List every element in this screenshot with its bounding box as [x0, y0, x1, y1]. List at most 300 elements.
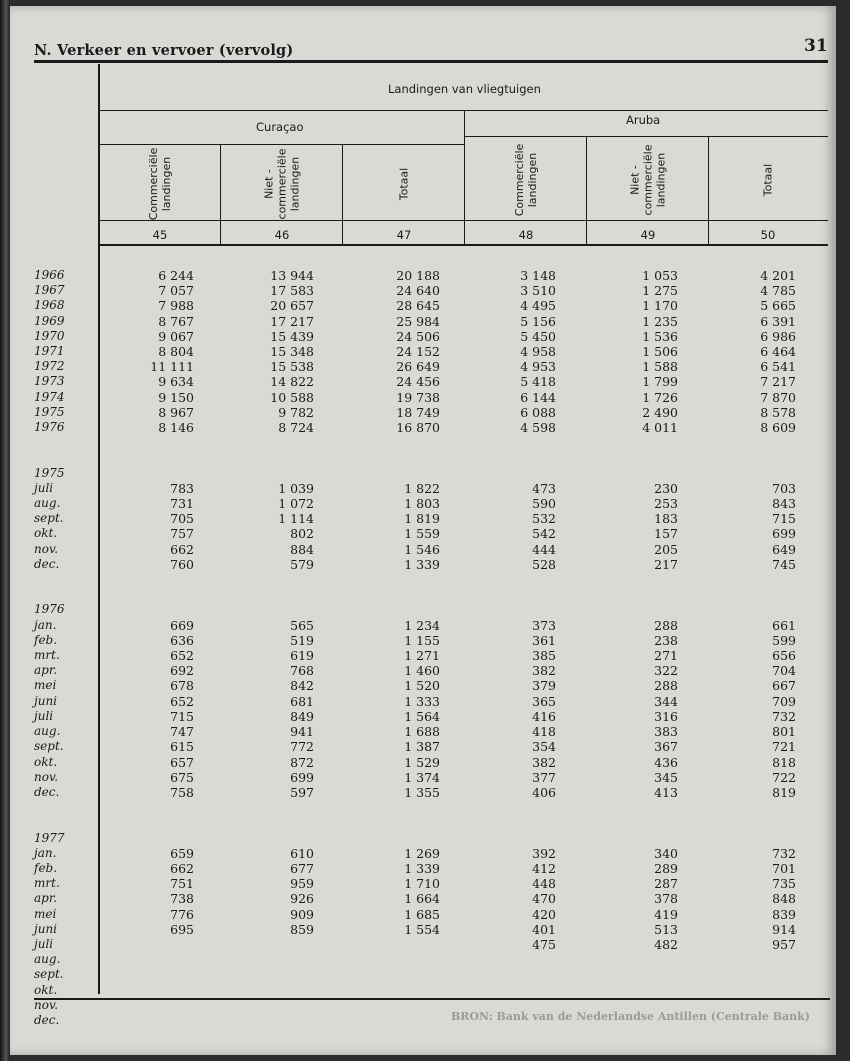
cell-value: 444: [532, 541, 556, 557]
cell-value: 470: [532, 891, 556, 907]
cell-value: 7 870: [760, 389, 796, 405]
cell-value: 661: [772, 617, 796, 633]
top-rule: [34, 60, 828, 63]
row-label: [34, 450, 70, 465]
cell-value: 25 984: [396, 313, 440, 329]
cell-value: 1 235: [642, 313, 678, 329]
cell-value: 4 201: [760, 268, 796, 283]
column-47-values: [366, 268, 440, 1028]
cell-value: 10 588: [270, 389, 314, 405]
cell-value: 418: [532, 724, 556, 740]
row-label: okt.: [34, 982, 58, 997]
cell-value: 392: [532, 845, 556, 861]
cell-value: 662: [170, 860, 194, 876]
cell-value: 722: [772, 769, 796, 785]
cell-value: 11 111: [150, 359, 194, 375]
cell-value: 1 685: [404, 906, 440, 922]
row-label: okt.: [34, 526, 58, 541]
cell-value: [746, 450, 796, 465]
cell-value: 1 819: [404, 511, 440, 527]
cell-value: 738: [170, 891, 194, 907]
cell-value: 757: [170, 526, 194, 542]
cell-value: 731: [170, 496, 194, 512]
cell-value: 662: [170, 541, 194, 557]
cell-value: [482, 800, 556, 815]
cell-value: 238: [654, 632, 678, 648]
cell-value: 473: [532, 480, 556, 496]
cell-value: 652: [170, 648, 194, 664]
cell-value: [746, 435, 796, 450]
cell-value: 1 803: [404, 496, 440, 512]
curacao-rule: [100, 144, 464, 145]
cell-value: [604, 831, 678, 846]
cell-value: 412: [532, 860, 556, 876]
cell-value: [366, 815, 440, 830]
cell-value: [482, 602, 556, 617]
cell-value: 1 559: [404, 526, 440, 542]
cell-value: 3 148: [520, 268, 556, 283]
row-label: 1976: [34, 420, 65, 435]
cell-value: [120, 815, 194, 830]
cell-value: 406: [532, 784, 556, 800]
row-label: 1977: [34, 830, 65, 845]
cell-value: 6 088: [520, 404, 556, 420]
cell-value: [482, 450, 556, 465]
row-label: 1968: [34, 298, 65, 313]
row-label: nov.: [34, 541, 59, 556]
cell-value: 4 958: [520, 344, 556, 360]
cell-value: [746, 800, 796, 815]
row-label: mei: [34, 906, 57, 921]
cell-value: 783: [170, 480, 194, 496]
row-label: juni: [34, 693, 58, 708]
cell-value: 849: [290, 708, 314, 724]
cell-value: 1 114: [278, 511, 314, 527]
cell-value: [240, 952, 314, 967]
cell-value: 15 439: [270, 328, 314, 344]
cell-value: 8 724: [278, 420, 314, 436]
row-label: 1966: [34, 268, 65, 282]
cell-value: 24 152: [396, 344, 440, 360]
cell-value: 4 953: [520, 359, 556, 375]
cell-value: 941: [290, 724, 314, 740]
cell-value: 5 156: [520, 313, 556, 329]
cell-value: 667: [772, 678, 796, 694]
col-header-46: Niet - commerciële landingen: [262, 148, 302, 220]
cell-value: 24 640: [396, 283, 440, 299]
cell-value: [240, 937, 314, 952]
cell-value: [120, 952, 194, 967]
cell-value: 751: [170, 876, 194, 892]
cell-value: 1 588: [642, 359, 678, 375]
col-header-47: Totaal: [397, 167, 411, 201]
cell-value: 659: [170, 845, 194, 861]
document-page: [10, 6, 836, 1055]
cell-value: 1 170: [642, 298, 678, 314]
row-label: 1972: [34, 359, 65, 374]
group-divider: [464, 110, 465, 246]
col-header-48: Commerciële landingen: [513, 143, 539, 217]
row-labels: [34, 268, 70, 1028]
cell-value: 6 541: [760, 359, 796, 375]
cell-value: 675: [170, 769, 194, 785]
cell-value: 1 536: [642, 328, 678, 344]
cell-value: 721: [772, 739, 796, 755]
cell-value: 695: [170, 921, 194, 937]
cell-value: 6 244: [158, 268, 194, 283]
row-label: dec.: [34, 1012, 60, 1027]
source-note: BRON: Bank van de Nederlandse Antillen (Centrale Bank): [450, 1010, 810, 1023]
cell-value: 519: [290, 632, 314, 648]
cell-value: 1 460: [404, 663, 440, 679]
cell-value: [604, 572, 678, 587]
row-label: aug.: [34, 952, 61, 967]
row-label: sept.: [34, 967, 64, 982]
cell-value: 6 144: [520, 389, 556, 405]
cell-value: [746, 983, 796, 998]
cell-value: 715: [772, 511, 796, 527]
cell-value: 416: [532, 708, 556, 724]
cell-value: 610: [290, 845, 314, 861]
cell-value: 532: [532, 511, 556, 527]
cell-value: 14 822: [270, 374, 314, 390]
row-label: [34, 572, 70, 587]
cell-value: 615: [170, 739, 194, 755]
cell-value: 957: [772, 936, 796, 952]
cell-value: 872: [290, 754, 314, 770]
col-number-45: 45: [152, 228, 168, 242]
section-title: N. Verkeer en vervoer (vervolg): [34, 42, 294, 59]
cell-value: 842: [290, 678, 314, 694]
cell-value: 579: [290, 556, 314, 572]
col-number-47: 47: [396, 228, 412, 242]
cell-value: 205: [654, 541, 678, 557]
row-label: aug.: [34, 496, 61, 511]
cell-value: 382: [532, 754, 556, 770]
cell-value: 959: [290, 876, 314, 892]
cell-value: 373: [532, 617, 556, 633]
cell-value: 9 150: [158, 389, 194, 405]
cell-value: 768: [290, 663, 314, 679]
row-label: 1969: [34, 313, 65, 328]
cell-value: 287: [654, 876, 678, 892]
cell-value: [746, 572, 796, 587]
cell-value: 482: [654, 936, 678, 952]
cell-value: 758: [170, 784, 194, 800]
cell-value: 760: [170, 556, 194, 572]
cell-value: 20 657: [270, 298, 314, 314]
column-50-values: [746, 268, 796, 1028]
cell-value: [366, 983, 440, 998]
row-label: feb.: [34, 632, 58, 647]
cell-value: 1 554: [404, 921, 440, 937]
cell-value: 649: [772, 541, 796, 557]
cell-value: [120, 587, 194, 602]
cell-value: 361: [532, 632, 556, 648]
cell-value: [366, 602, 440, 617]
col-header-49: Niet - commerciële landingen: [628, 144, 668, 216]
cell-value: [240, 983, 314, 998]
cell-value: [366, 572, 440, 587]
cell-value: 513: [654, 921, 678, 937]
cell-value: 17 217: [270, 313, 314, 329]
row-label: apr.: [34, 663, 58, 678]
cell-value: [746, 466, 796, 481]
cell-value: [746, 815, 796, 830]
cell-value: [604, 450, 678, 465]
row-label: jan.: [34, 845, 57, 860]
cell-value: 217: [654, 556, 678, 572]
cell-value: 8 804: [158, 344, 194, 360]
cell-value: [604, 466, 678, 481]
row-label: juni: [34, 921, 58, 936]
col-number-46: 46: [274, 228, 290, 242]
cell-value: 13 944: [270, 268, 314, 283]
cell-value: 636: [170, 632, 194, 648]
cell-value: 436: [654, 754, 678, 770]
row-label: 1973: [34, 374, 65, 389]
cell-value: 4 495: [520, 298, 556, 314]
cell-value: [604, 602, 678, 617]
cell-value: 542: [532, 526, 556, 542]
col-number-49: 49: [640, 228, 656, 242]
cell-value: [240, 587, 314, 602]
cell-value: 7 217: [760, 374, 796, 390]
row-label: mrt.: [34, 648, 60, 663]
cell-value: 19 738: [396, 389, 440, 405]
cell-value: 704: [772, 663, 796, 679]
cell-value: 9 067: [158, 328, 194, 344]
row-label: jan.: [34, 617, 57, 632]
cell-value: 802: [290, 526, 314, 542]
cell-value: 1 506: [642, 344, 678, 360]
col-divider: [342, 144, 343, 246]
cell-value: 1 664: [404, 891, 440, 907]
cell-value: 4 785: [760, 283, 796, 299]
cell-value: 18 749: [396, 404, 440, 420]
cell-value: 16 870: [396, 420, 440, 436]
cell-value: [366, 466, 440, 481]
cell-value: 732: [772, 708, 796, 724]
cell-value: [120, 967, 194, 982]
row-label: [34, 800, 70, 815]
row-label: 1975: [34, 465, 65, 480]
cell-value: 715: [170, 708, 194, 724]
cell-value: 420: [532, 906, 556, 922]
cell-value: 7 988: [158, 298, 194, 314]
cell-value: 419: [654, 906, 678, 922]
book-spine: [0, 0, 10, 1061]
cell-value: 528: [532, 556, 556, 572]
cell-value: 1 710: [404, 876, 440, 892]
cell-value: [240, 572, 314, 587]
cell-value: 15 538: [270, 359, 314, 375]
cell-value: 699: [290, 769, 314, 785]
cell-value: 1 339: [404, 556, 440, 572]
cell-value: 5 418: [520, 374, 556, 390]
cell-value: [120, 1013, 194, 1028]
row-label: nov.: [34, 997, 59, 1012]
cell-value: [482, 952, 556, 967]
cell-value: 345: [654, 769, 678, 785]
cell-value: [366, 952, 440, 967]
row-label: apr.: [34, 891, 58, 906]
cell-value: [482, 435, 556, 450]
cell-value: [604, 983, 678, 998]
cell-value: [120, 572, 194, 587]
cell-value: 747: [170, 724, 194, 740]
cell-value: [120, 602, 194, 617]
cell-value: 6 986: [760, 328, 796, 344]
cell-value: [482, 587, 556, 602]
cell-value: 699: [772, 526, 796, 542]
cell-value: 732: [772, 845, 796, 861]
cell-value: [746, 967, 796, 982]
cell-value: 4 598: [520, 420, 556, 436]
cell-value: 681: [290, 693, 314, 709]
cell-value: 377: [532, 769, 556, 785]
cell-value: 1 269: [404, 845, 440, 861]
cell-value: [366, 967, 440, 982]
cell-value: 652: [170, 693, 194, 709]
cell-value: [240, 815, 314, 830]
cell-value: 413: [654, 784, 678, 800]
cell-value: 9 634: [158, 374, 194, 390]
cell-value: 619: [290, 648, 314, 664]
cell-value: 859: [290, 921, 314, 937]
row-label: 1971: [34, 344, 65, 359]
row-label: sept.: [34, 511, 64, 526]
cell-value: 157: [654, 526, 678, 542]
aruba-rule: [465, 136, 828, 137]
cell-value: [604, 435, 678, 450]
cell-value: 271: [654, 648, 678, 664]
cell-value: 383: [654, 724, 678, 740]
cell-value: 230: [654, 480, 678, 496]
row-label: mrt.: [34, 876, 60, 891]
cell-value: 2 490: [642, 404, 678, 420]
cell-value: 735: [772, 876, 796, 892]
col-number-48: 48: [518, 228, 534, 242]
cell-value: 28 645: [396, 298, 440, 314]
cell-value: 709: [772, 693, 796, 709]
cell-value: [366, 800, 440, 815]
header-bottom-rule: [98, 244, 828, 246]
cell-value: [604, 815, 678, 830]
cell-value: 599: [772, 632, 796, 648]
cell-value: 289: [654, 860, 678, 876]
cell-value: 848: [772, 891, 796, 907]
cell-value: [366, 937, 440, 952]
cell-value: 8 767: [158, 313, 194, 329]
cell-value: 17 583: [270, 283, 314, 299]
column-45-values: [120, 268, 194, 1028]
cell-value: 322: [654, 663, 678, 679]
cell-value: 385: [532, 648, 556, 664]
cell-value: [604, 587, 678, 602]
cell-value: 1 520: [404, 678, 440, 694]
cell-value: 8 609: [760, 420, 796, 436]
cell-value: 8 967: [158, 404, 194, 420]
cell-value: 9 782: [278, 404, 314, 420]
cell-value: [366, 587, 440, 602]
row-label: nov.: [34, 769, 59, 784]
column-49-values: [604, 268, 678, 1028]
cell-value: [240, 435, 314, 450]
cell-value: 8 146: [158, 420, 194, 436]
cell-value: 26 649: [396, 359, 440, 375]
cell-value: 1 039: [278, 480, 314, 496]
cell-value: [482, 466, 556, 481]
row-label: aug.: [34, 724, 61, 739]
cell-value: [120, 983, 194, 998]
cell-value: 24 456: [396, 374, 440, 390]
cell-value: 4 011: [642, 420, 678, 436]
row-label: feb.: [34, 860, 58, 875]
cell-value: 5 665: [760, 298, 796, 314]
cell-value: 818: [772, 754, 796, 770]
cell-value: [746, 587, 796, 602]
cell-value: [366, 831, 440, 846]
cell-value: 914: [772, 921, 796, 937]
cell-value: 253: [654, 496, 678, 512]
cell-value: 1 799: [642, 374, 678, 390]
cell-value: 1 688: [404, 724, 440, 740]
row-label: dec.: [34, 556, 60, 571]
cell-value: 367: [654, 739, 678, 755]
colnum-rule: [100, 220, 828, 221]
col-number-50: 50: [760, 228, 776, 242]
cell-value: [240, 800, 314, 815]
cell-value: [604, 800, 678, 815]
row-label: 1976: [34, 602, 65, 617]
cell-value: 590: [532, 496, 556, 512]
cell-value: [240, 998, 314, 1013]
cell-value: 1 546: [404, 541, 440, 557]
cell-value: [366, 450, 440, 465]
cell-value: 316: [654, 708, 678, 724]
cell-value: [482, 831, 556, 846]
cell-value: 1 271: [404, 648, 440, 664]
cell-value: 6 464: [760, 344, 796, 360]
cell-value: 382: [532, 663, 556, 679]
cell-value: 1 529: [404, 754, 440, 770]
cell-value: 1 072: [278, 496, 314, 512]
cell-value: 7 057: [158, 283, 194, 299]
cell-value: 288: [654, 617, 678, 633]
row-label: dec.: [34, 784, 60, 799]
cell-value: 6 391: [760, 313, 796, 329]
cell-value: 1 564: [404, 708, 440, 724]
col-divider: [708, 136, 709, 246]
cell-value: 843: [772, 496, 796, 512]
cell-value: [240, 831, 314, 846]
cell-value: [746, 831, 796, 846]
cell-value: 365: [532, 693, 556, 709]
cell-value: 1 374: [404, 769, 440, 785]
cell-value: 15 348: [270, 344, 314, 360]
cell-value: 354: [532, 739, 556, 755]
cell-value: 705: [170, 511, 194, 527]
cell-value: 745: [772, 556, 796, 572]
cell-value: [240, 967, 314, 982]
row-label: 1974: [34, 389, 65, 404]
row-label: [34, 815, 70, 830]
cell-value: [604, 967, 678, 982]
page-number: 31: [804, 36, 828, 56]
cell-value: 8 578: [760, 404, 796, 420]
cell-value: [240, 450, 314, 465]
